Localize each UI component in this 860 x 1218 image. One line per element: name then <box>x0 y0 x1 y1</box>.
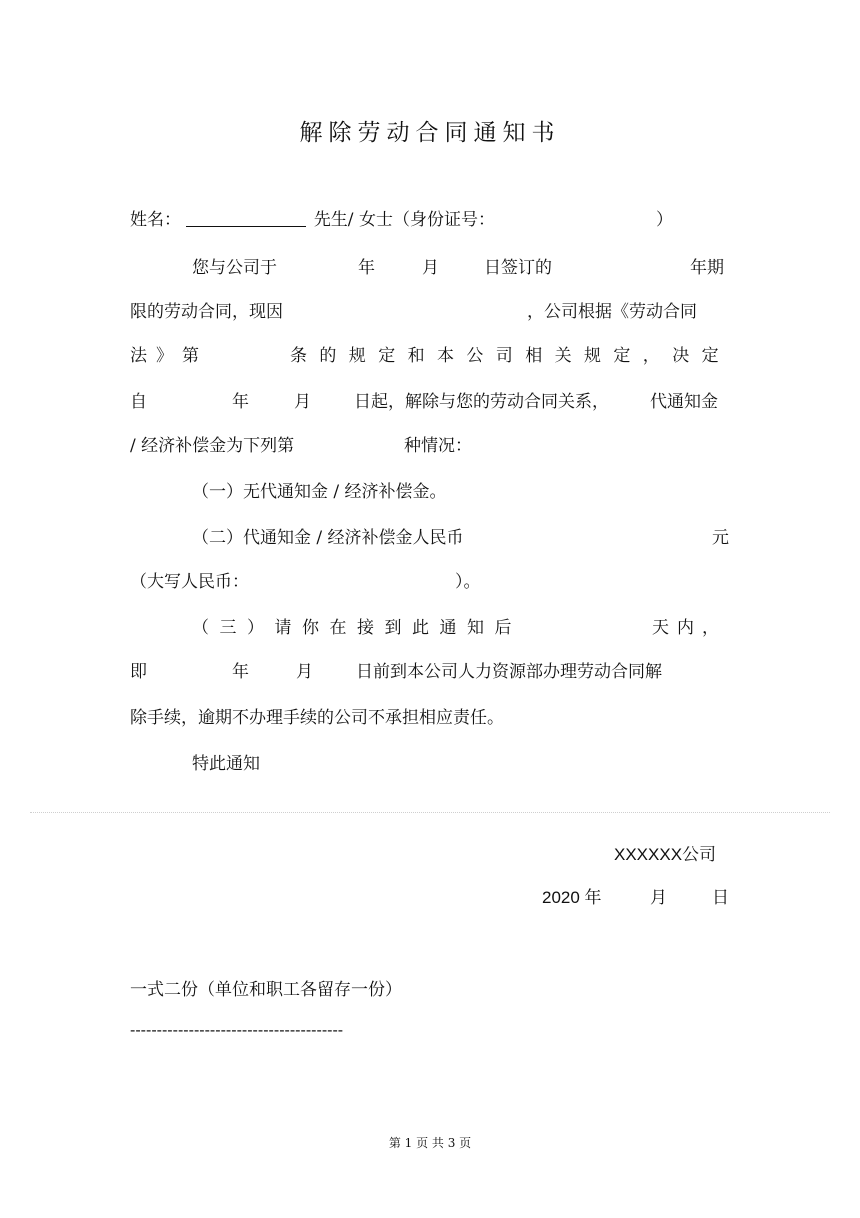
option-3-line2-d: 日前到本公司人力资源部办理劳动合同解 <box>356 662 662 682</box>
page-footer: 第 1 页 共 3 页 <box>388 1136 472 1150</box>
page-divider <box>30 812 830 813</box>
option-3-a: （三）请你在接到此通知后 <box>192 618 522 638</box>
name-suffix: 先生/ 女士（身份证号： <box>313 210 495 230</box>
date-month: 月 <box>650 888 667 908</box>
name-close: ） <box>656 210 673 230</box>
option-2-line2-a: （大写人民币： <box>130 572 249 592</box>
p1-line4-a: 自 <box>130 392 147 412</box>
option-2-a: （二）代通知金 / 经济补偿金人民币 <box>192 528 464 548</box>
p1-line2-b: ，公司根据《劳动合同 <box>527 302 697 322</box>
copies-note: 一式二份（单位和职工各留存一份） <box>130 980 402 1000</box>
date-day: 日 <box>712 888 729 908</box>
option-3-line2-a: 即 <box>130 662 147 682</box>
p1-line1-b: 年 <box>358 258 375 278</box>
p1-line3-b: 条的规定和本公司相关规定，决定 <box>290 346 731 366</box>
p1-line5-a: / 经济补偿金为下列第 <box>130 436 295 456</box>
p1-line4-e: 代通知金 <box>650 392 718 412</box>
name-line <box>130 208 495 232</box>
p1-line1-a: 您与公司于 <box>192 258 277 278</box>
separator-line: ---------------------------------------- <box>130 1022 344 1039</box>
name-blank <box>186 208 306 227</box>
option-2-b: 元 <box>712 528 729 548</box>
option-3-b: 天内， <box>652 618 727 638</box>
option-3-line2-c: 月 <box>296 662 313 682</box>
option-2-line2-b: ）。 <box>455 572 481 592</box>
option-1: （一）无代通知金 / 经济补偿金。 <box>192 482 447 502</box>
p1-line1-e: 年期 <box>690 258 724 278</box>
p1-line1-d: 日签订的 <box>484 258 552 278</box>
company-name: XXXXXX公司 <box>614 845 717 864</box>
p1-line4-b: 年 <box>232 392 249 412</box>
option-3-line3: 除手续，逾期不办理手续的公司不承担相应责任。 <box>130 708 504 728</box>
closing-text: 特此通知 <box>192 754 260 774</box>
date-year: 2020 年 <box>542 888 602 907</box>
p1-line5-b: 种情况： <box>404 436 472 456</box>
p1-line3-a: 法》第 <box>130 346 208 366</box>
option-3-line2-b: 年 <box>232 662 249 682</box>
p1-line4-c: 月 <box>294 392 311 412</box>
p1-line4-d: 日起，解除与您的劳动合同关系， <box>354 392 609 412</box>
name-label: 姓名： <box>130 210 181 230</box>
document-title: 解除劳动合同通知书 <box>299 120 561 146</box>
p1-line1-c: 月 <box>422 258 439 278</box>
p1-line2-a: 限的劳动合同，现因 <box>130 302 283 322</box>
